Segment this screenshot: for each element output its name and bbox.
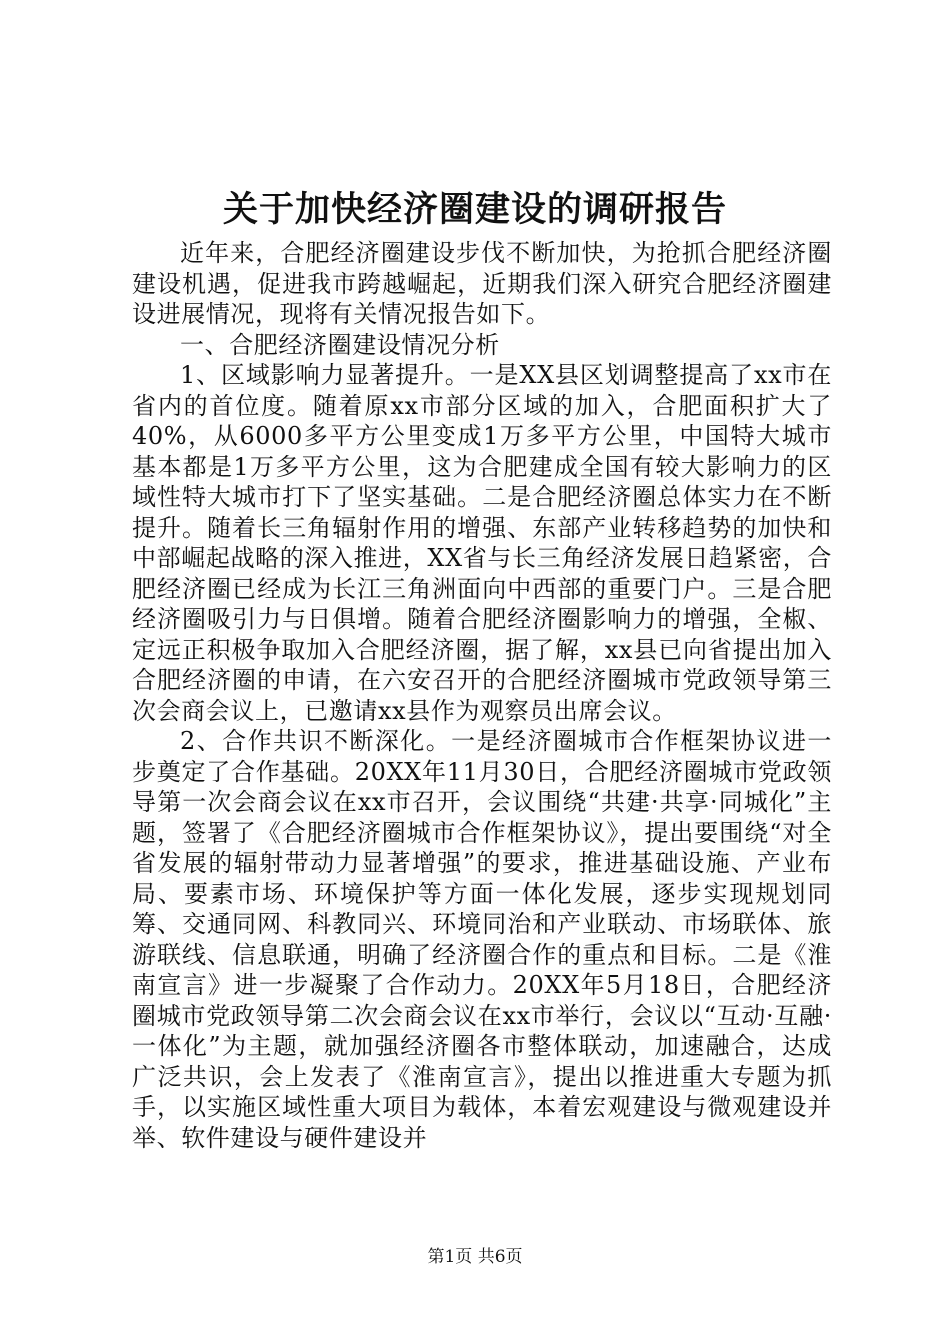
intro-paragraph: 近年来，合肥经济圈建设步伐不断加快，为抢抓合肥经济圈建设机遇，促进我市跨越崛起，近期我们深入研究合肥经济圈建设进展情况，现将有关情况报告如下。	[132, 239, 832, 328]
page-number-footer: 第1页 共6页	[427, 1247, 523, 1267]
body-paragraph: 2、合作共识不断深化。一是经济圈城市合作框架协议进一步奠定了合作基础。20XX年11月30日，合肥经济圈城市党政领导第一次会商会议在xx市召开，会议围绕“共建·共享·同城化”主题，签署了《合肥经济圈城市合作框架协议》，提出要围绕“对全省发展的辐射带动力显著增强”的要求，推进基础设施、产业布局、要素市场、环境保护等方面一体化发展，逐步实现规划同筹、交通同网、科教同兴、环境同治和产业联动、市场联体、旅游联线、信息联通，明确了经济圈合作的重点和目标。二是《淮南宣言》进一步凝聚了合作动力。20XX年5月18日，合肥经济圈城市党政领导第二次会商会议在xx市举行，会议以“互动·互融·一体化”为主题，就加强经济圈各市整体联动，加速融合，达成广泛共识，会上发表了《淮南宣言》，提出以推进重大专题为抓手，以实施区域性重大项目为载体，本着宏观建设与微观建设并举、软件建设与硬件建设并	[132, 727, 832, 1152]
section-heading: 一、合肥经济圈建设情况分析	[180, 330, 500, 359]
document-body	[132, 238, 832, 1153]
body-paragraph: 1、区域影响力显著提升。一是XX县区划调整提高了xx市在省内的首位度。随着原xx市部分区域的加入，合肥面积扩大了40%，从6000多平方公里变成1万多平方公里，中国特大城市基本都是1万多平方公里，这为合肥建成全国有较大影响力的区域性特大城市打下了坚实基础。二是合肥经济圈总体实力在不断提升。随着长三角辐射作用的增强、东部产业转移趋势的加快和中部崛起战略的深入推进，XX省与长三角经济发展日趋紧密，合肥经济圈已经成为长江三角洲面向中西部的重要门户。三是合肥经济圈吸引力与日俱增。随着合肥经济圈影响力的增强，全椒、定远正积极争取加入合肥经济圈，据了解，xx县已向省提出加入合肥经济圈的申请，在六安召开的合肥经济圈城市党政领导第三次会商会议上，已邀请xx县作为观察员出席会议。	[132, 361, 832, 725]
document-title: 关于加快经济圈建设的调研报告	[222, 189, 727, 230]
